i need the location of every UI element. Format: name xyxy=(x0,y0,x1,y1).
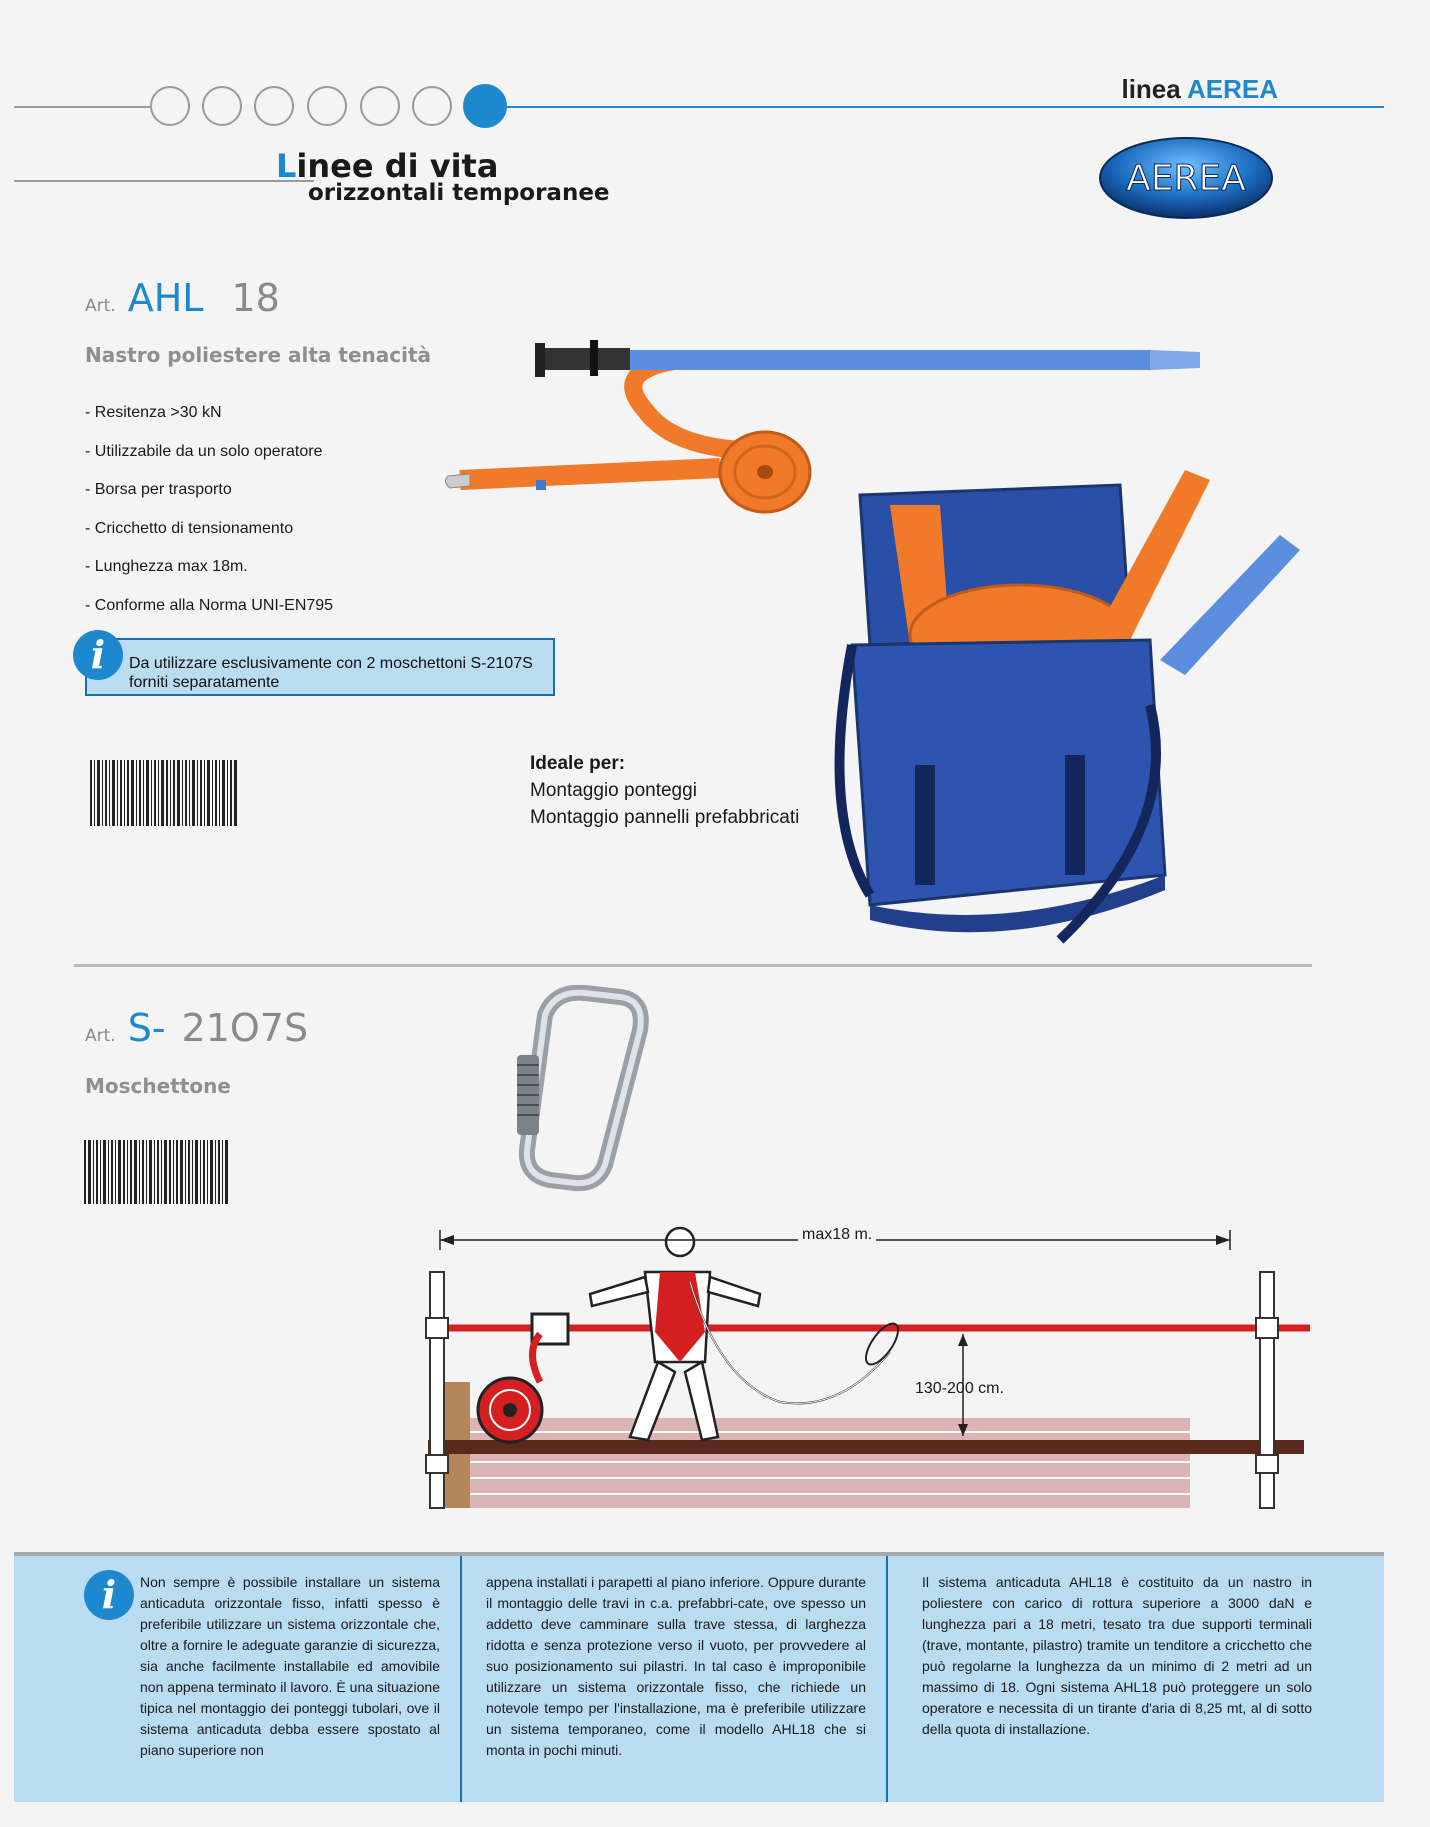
logo-text: AEREA xyxy=(1126,158,1246,199)
note-line-2: forniti separatamente xyxy=(129,674,280,691)
brand-prefix: linea xyxy=(1121,74,1181,104)
product1-name: Nastro poliestere alta tenacità xyxy=(85,343,432,367)
art-prefix: Art. xyxy=(85,1026,116,1046)
info-icon: i xyxy=(84,1570,134,1620)
brick-wall xyxy=(460,1418,1190,1508)
carabiner-image xyxy=(505,985,665,1195)
step-dot-3 xyxy=(254,86,294,126)
barcode-icon xyxy=(90,760,238,826)
ideal-item: Montaggio ponteggi xyxy=(530,780,697,801)
product2-number: 21O7S xyxy=(181,1006,309,1050)
ideal-item: Montaggio pannelli prefabbricati xyxy=(530,807,800,828)
title-rest: inee di vita xyxy=(296,147,499,185)
info-column-2: appena installati i parapetti al piano inferiore. Oppure durante il montaggio delle travi in c.a. prefabbri-cate, ove spesso un addetto deve camminare sulla trave stessa, di larghezza ridotta e senza protezione verso il vuoto, per provvedere al suo posizionamento sui pilastri. In tal caso è improponibile utilizzare un sistema orizzontale fisso, che richiede un notevole tempo per l'installazione, ma è preferibile utilizzare un sistema temporaneo, come il modello AHL18 che si monta in pochi minuti. xyxy=(486,1574,866,1758)
product1-code: AHL xyxy=(127,276,204,320)
length-label: max18 m. xyxy=(798,1226,876,1244)
product1-article xyxy=(85,276,280,320)
step-dot-2 xyxy=(202,86,242,126)
note-line-1: Da utilizzare esclusivamente con 2 moschettoni S-2107S xyxy=(129,655,533,672)
usage-note-box xyxy=(85,638,555,696)
feature-item: - Utilizzabile da un solo operatore xyxy=(85,443,323,460)
product2-article xyxy=(85,1006,308,1050)
step-dot-4 xyxy=(307,86,347,126)
step-dot-active xyxy=(463,84,507,128)
product1-number: 18 xyxy=(231,276,280,320)
step-dot-5 xyxy=(360,86,400,126)
title-initial: L xyxy=(276,147,297,185)
info-column-3: Il sistema anticaduta AHL18 è costituito da un nastro in poliestere con carico di rottura superiore a 3000 daN e lunghezza pari a 18 metri, tesato tra due supporti terminali (trave, montante, pilastro) tramite un tenditore a cricchetto che può regolarne la lunghezza da un minimo di 2 metri ad un massimo di 18. Ogni sistema AHL18 può proteggere un solo operatore e necessita di un tirante d'aria di 8,25 mt, al di sotto della quota di installazione. xyxy=(922,1574,1312,1737)
barcode-icon xyxy=(84,1140,232,1206)
info-panel xyxy=(14,1552,1384,1802)
usage-note-text xyxy=(129,654,533,692)
feature-item: - Lunghezza max 18m. xyxy=(85,558,248,575)
ideal-title: Ideale per: xyxy=(530,753,626,774)
page-subtitle: orizzontali temporanee xyxy=(308,180,610,206)
feature-item: - Borsa per trasporto xyxy=(85,481,232,498)
feature-item: - Cricchetto di tensionamento xyxy=(85,520,294,537)
feature-item: - Conforme alla Norma UNI-EN795 xyxy=(85,597,334,614)
art-prefix: Art. xyxy=(85,296,116,316)
ideal-for-block xyxy=(530,750,799,831)
section-divider xyxy=(74,964,1312,967)
height-label: 130-200 cm. xyxy=(915,1380,1004,1397)
brand-name: AEREA xyxy=(1186,74,1278,104)
carry-bag-image xyxy=(830,465,1330,965)
installation-diagram xyxy=(420,1222,1320,1522)
info-column-1: Non sempre è possibile installare un sistema anticaduta orizzontale fisso, infatti spesso è preferibile utilizzare un sistema orizzontale che, oltre a fornire le adeguate garanzie di sicurezza, sia anche facilmente installabile ed amovibile non appena terminato il lavoro. È una situazione tipica nel montaggio dei ponteggi tubolari, ove il sistema anticaduta debba essere spostato al piano superiore non xyxy=(140,1574,440,1758)
step-dot-6 xyxy=(412,86,452,126)
step-dot-1 xyxy=(150,86,190,126)
feature-item: - Resitenza >30 kN xyxy=(85,404,222,421)
info-icon: i xyxy=(73,630,123,680)
product2-code: S- xyxy=(127,1006,166,1050)
brand-label xyxy=(1121,74,1278,105)
aerea-logo xyxy=(1098,136,1274,220)
column-divider xyxy=(460,1556,462,1802)
product2-name: Moschettone xyxy=(85,1074,231,1098)
page-title xyxy=(276,147,499,185)
column-divider xyxy=(886,1556,888,1802)
title-underline xyxy=(14,180,314,182)
header-line-left xyxy=(14,106,154,108)
header-line-right xyxy=(500,106,1384,108)
